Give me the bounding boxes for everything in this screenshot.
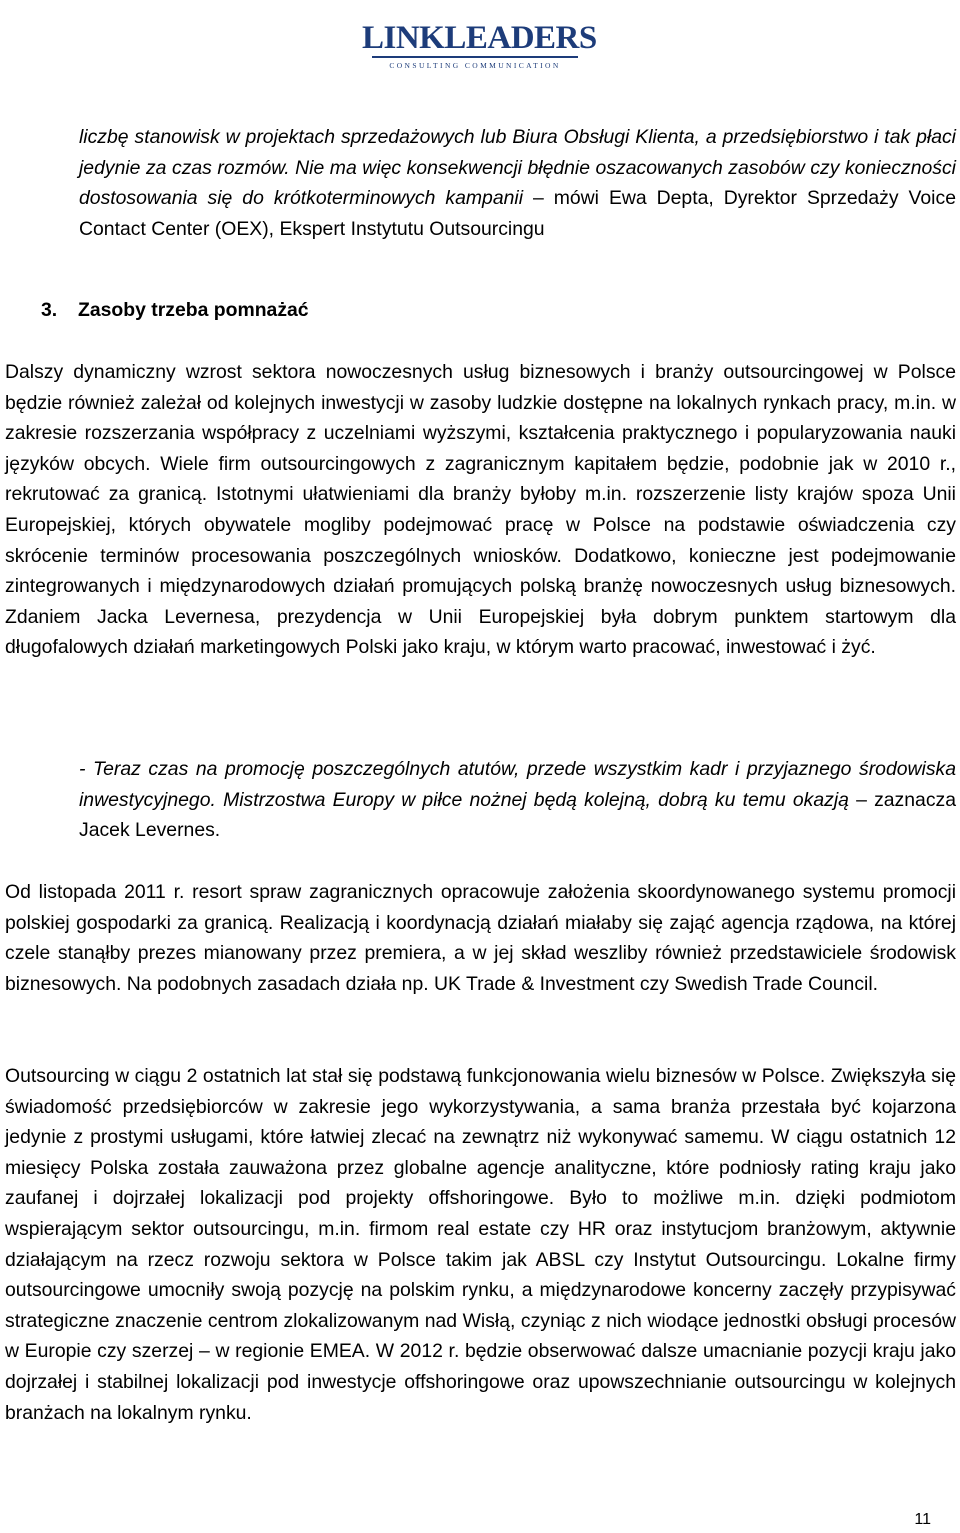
quote-ewa-depta [79, 122, 956, 244]
quote-attribution: – mówi Ewa Depta, Dyrektor Sprzedaży Voice Contact Center (OEX), Ekspert Instytutu Outsourcingu [79, 187, 956, 240]
paragraph-outsourcing-market: Outsourcing w ciągu 2 ostatnich lat stał się podstawą funkcjonowania wielu biznesów w Polsce. Zwiększyła się świadomość przedsiębiorców w zakresie jego wykorzystywania, a sama branża przestała być kojarzona jedynie z prostymi usługami, które łatwiej zlecać na zewnątrz niż wykonywać samemu. W ciągu ostatnich 12 miesięcy Polska została zauważona przez globalne agencje analityczne, które podniosły rating kraju jako zaufanej i dojrzałej lokalizacji pod projekty offshoringowe. Było to możliwe m.in. dzięki podmiotom wspierającym sektor outsourcingu, m.in. firmom real estate czy HR oraz instytucjom branżowym, aktywnie działającym na rzecz rozwoju sektora w Polsce takim jak ABSL czy Instytut Outsourcingu. Lokalne firmy outsourcingowe umocniły swoją pozycję na polskim rynku, a międzynarodowe koncerny zaczęły przypisywać strategiczne znaczenie centrom zlokalizowanym nad Wisłą, czyniąc z nich wiodące jednostki obsługi procesów w Europie czy szerzej – w regionie EMEA. W 2012 r. będzie obserwować dalsze umacnianie pozycji kraju jako dojrzałej i stabilnej lokalizacji pod inwestycje offshoringowe oraz upowszechnianie outsourcingu w kolejnych branżach na lokalnym rynku. [5, 1065, 956, 1424]
quote-jacek-levernes [79, 754, 956, 846]
quote-italic-text: - Teraz czas na promocję poszczególnych atutów, przede wszystkim kadr i przyjaznego środowiska inwestycyjnego. Mistrzostwa Europy w piłce nożnej będą kolejną, dobrą ku temu okazją [79, 758, 956, 811]
paragraph-resources: Dalszy dynamiczny wzrost sektora nowoczesnych usług biznesowych i branży outsourcingowej w Polsce będzie również zależał od kolejnych inwestycji w zasoby ludzkie dostępne na lokalnych rynkach pracy, m.in. w zakresie rozszerzania współpracy z uczelniami wyższymi, kształcenia praktycznego i popularyzowania nauki języków obcych. Wiele firm outsourcingowych z zagranicznym kapitałem będzie, podobnie jak w 2010 r., rekrutować za granicą. Istotnymi ułatwieniami dla branży byłoby m.in. rozszerzenie listy krajów spoza Unii Europejskiej, których obywatele mogliby podejmować pracę w Polsce na podstawie oświadczenia czy skrócenie terminów procesowania poszczególnych wniosków. Dodatkowo, konieczne jest podejmowanie zintegrowanych i międzynarodowych działań promujących polską branżę nowoczesnych usług biznesowych. Zdaniem Jacka Levernesa, prezydencja w Unii Europejskiej była dobrym punktem startowym dla długofalowych działań marketingowych Polski jako kraju, w którym warto pracować, inwestować i żyć. [5, 361, 956, 659]
quote-attribution: – zaznacza Jacek Levernes. [79, 788, 956, 842]
logo-tagline: CONSULTING COMMUNICATION [389, 61, 561, 70]
section-title: Zasoby trzeba pomnażać [78, 299, 309, 321]
paragraph-promotion-system: Od listopada 2011 r. resort spraw zagranicznych opracowuje założenia skoordynowanego systemu promocji polskiej gospodarki za granicą. Realizacją i koordynacją działań miałaby się zająć agencja rządowa, na której czele stanąłby prezes mianowany przez premiera, a w jej skład weszliby również przedstawiciele środowisk biznesowych. Na podobnych zasadach działa np. UK Trade & Investment czy Swedish Trade Council. [5, 881, 956, 995]
quote-italic-text: liczbę stanowisk w projektach sprzedażowych lub Biura Obsługi Klienta, a przedsiębiorstwo i tak płaci jedynie za czas rozmów. Nie ma więc konsekwencji błędnie oszacowanych zasobów czy konieczności dostosowania się do krótkoterminowych kampanii [79, 126, 956, 210]
section-heading [41, 295, 309, 326]
logo-divider [372, 56, 578, 58]
page-number: 11 [914, 1511, 931, 1528]
linkleaders-logo [362, 10, 597, 74]
logo-wordmark: LINKLEADERS [362, 20, 597, 56]
section-number: 3. [41, 299, 58, 321]
